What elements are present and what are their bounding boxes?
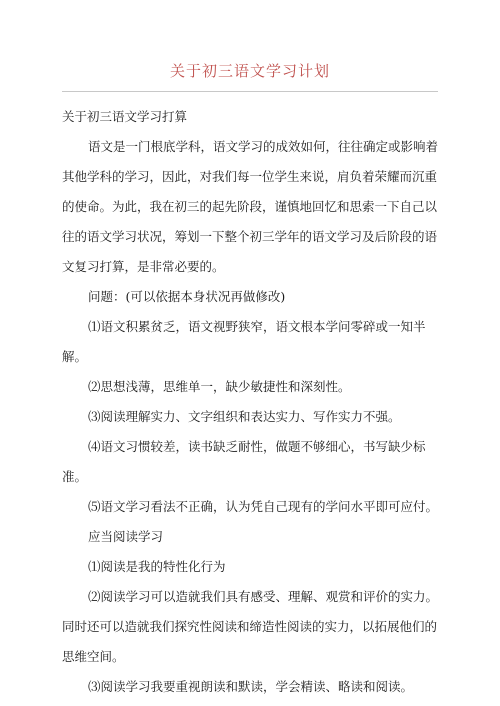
paragraph-line: 思维空间。 (62, 649, 125, 664)
paragraph-line: 准。 (62, 469, 88, 484)
paragraph-line: 应当阅读学习 (88, 529, 164, 544)
paragraph-line: ⑷语文习惯较差，读书缺乏耐性，做题不够细心，书写缺少标 (88, 439, 426, 454)
paragraph-line: 其他学科的学习，因此，对我们每一位学生来说，肩负着荣耀而沉重 (62, 169, 438, 184)
paragraph-line: ⑶阅读学习我要重视朗读和默读，学会精读、略读和阅读。 (88, 679, 414, 694)
paragraph-line: 语文是一门根底学科，语文学习的成效如何，往往确定或影响着 (88, 139, 439, 154)
paragraph-line: ⑶阅读理解实力、文字组织和表达实力、写作实力不强。 (88, 409, 401, 424)
paragraph-line: 往的语文学习状况，筹划一下整个初三学年的语文学习及后阶段的语 (62, 229, 438, 244)
paragraph-line: 同时还可以造就我们探究性阅读和缔造性阅读的实力，以拓展他们的 (62, 619, 438, 634)
paragraph-line: ⑵思想浅薄，思维单一，缺少敏捷性和深刻性。 (88, 379, 351, 394)
paragraph-line: ⑵阅读学习可以造就我们具有感受、理解、观赏和评价的实力。 (88, 589, 439, 604)
paragraph-line: 的使命。为此，我在初三的起先阶段，谨慎地回忆和思索一下自己以 (62, 199, 438, 214)
document-body (62, 105, 438, 698)
document-title: 关于初三语文学习计划 (169, 62, 330, 80)
paragraph-line: 解。 (62, 349, 88, 364)
paragraph-line: ⑴语文积累贫乏，语文视野狭窄，语文根本学问零碎或一知半 (88, 319, 426, 334)
paragraph-line: 问题：(可以依据本身状况再做修改) (88, 289, 286, 304)
paragraph-line: ⑸语文学习看法不正确，认为凭自己现有的学问水平即可应付。 (88, 499, 439, 514)
paragraph-line: ⑴阅读是我的特性化行为 (88, 559, 226, 574)
paragraph-line: 关于初三语文学习打算 (62, 109, 188, 124)
title-divider (62, 91, 438, 92)
paragraph-line: 文复习打算，是非常必要的。 (62, 259, 225, 274)
